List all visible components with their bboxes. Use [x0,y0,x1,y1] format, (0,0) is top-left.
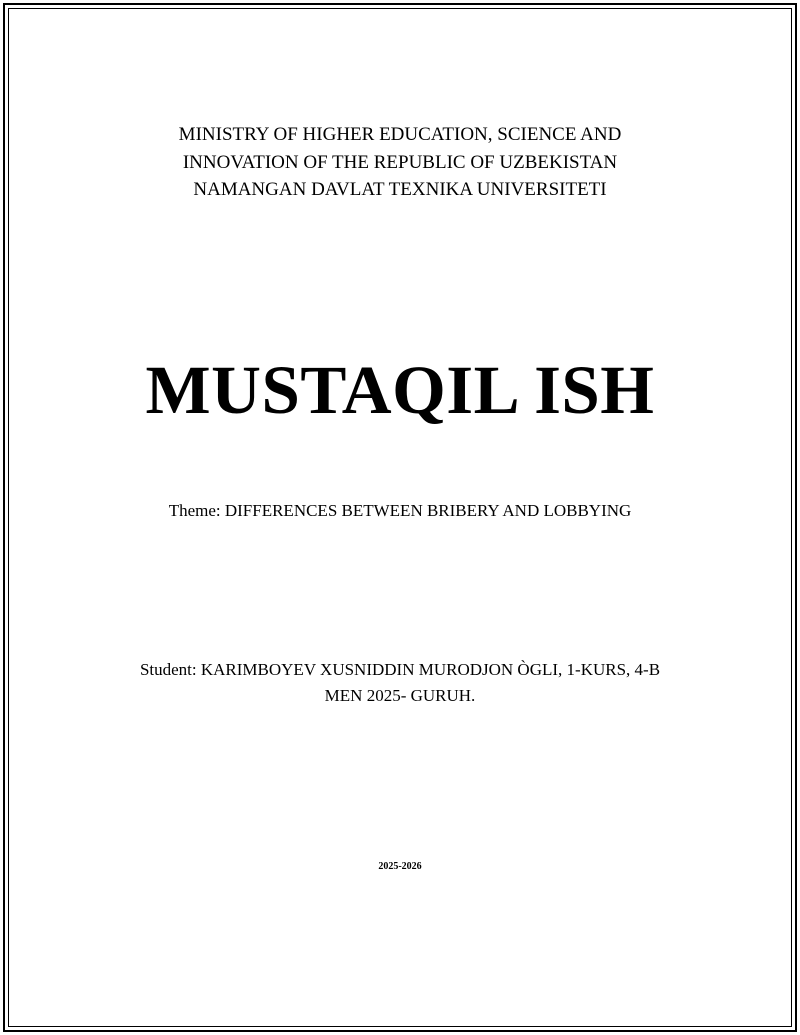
student-line-name: Student: KARIMBOYEV XUSNIDDIN MURODJON ÒGLI, 1-KURS, 4-B [139,660,661,679]
document-title: MUSTAQIL ISH [145,352,655,428]
student-info [0,657,800,709]
theme-line: Theme: DIFFERENCES BETWEEN BRIBERY AND LOBBYING [168,501,632,520]
header-line-university: NAMANGAN DAVLAT TEXNIKA UNIVERSITETI [193,179,607,200]
header-line-republic: INNOVATION OF THE REPUBLIC OF UZBEKISTAN [182,151,618,173]
academic-year: 2025-2026 [378,861,422,872]
institution-header [0,121,800,204]
header-line-ministry: MINISTRY OF HIGHER EDUCATION, SCIENCE AND [178,124,622,145]
student-line-group: MEN 2025- GURUH. [324,686,476,705]
